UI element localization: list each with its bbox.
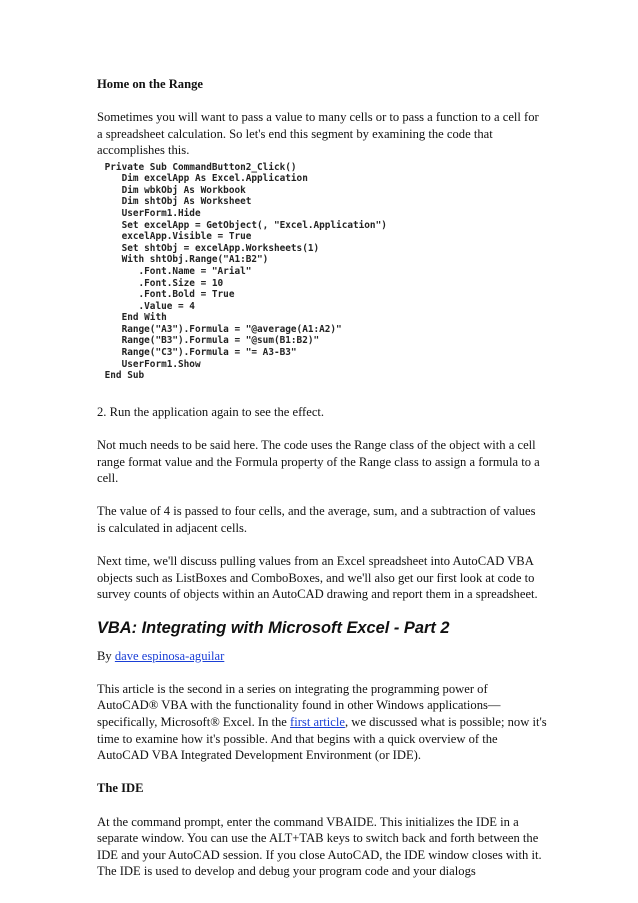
- byline: [97, 648, 547, 665]
- code-line: Set excelApp = GetObject(, "Excel.Application"): [99, 219, 387, 231]
- intro-text-before-link: This article is the second in a series on integrating the programming power of AutoCAD® VBA with the functionality found in other Windows applications—specifically, Microsoft® Excel. In the: [97, 681, 501, 729]
- section-heading-home-on-the-range: Home on the Range: [97, 77, 203, 91]
- intro-text-after-link: , we discussed what is possible; now it's time to examine how it's possible. And that begins with a quick overview of the AutoCAD VBA Integrated Development Environment (or IDE).: [97, 714, 547, 763]
- paragraph-range-class: Not much needs to be said here. The code uses the Range class of the object with a cell range format value and the Formula property of the Range class to assign a formula to a cell.: [97, 438, 540, 486]
- code-line: Range("B3").Formula = "@sum(B1:B2)": [99, 335, 320, 347]
- code-line: Dim shtObj As Worksheet: [99, 196, 252, 208]
- byline-prefix: By: [97, 648, 115, 663]
- vba-code-block: [99, 162, 547, 382]
- article-intro-paragraph: [97, 681, 547, 764]
- code-line: End With: [99, 312, 167, 324]
- code-line: .Value = 4: [99, 300, 195, 312]
- code-line: .Font.Bold = True: [99, 289, 235, 301]
- code-line: With shtObj.Range("A1:B2"): [99, 254, 269, 266]
- code-line: Private Sub CommandButton2_Click(): [99, 161, 297, 173]
- code-line: End Sub: [99, 370, 145, 382]
- intro-paragraph: Sometimes you will want to pass a value to many cells or to pass a function to a cell for a spreadsheet calculation. So let's end this segment by examining the code that accomplishes this.: [97, 110, 539, 158]
- code-line: Dim wbkObj As Workbook: [99, 184, 246, 196]
- code-line: Range("A3").Formula = "@average(A1:A2)": [99, 323, 342, 335]
- code-line: .Font.Name = "Arial": [99, 265, 252, 277]
- step-run-application: 2. Run the application again to see the effect.: [97, 404, 325, 419]
- code-line: Set shtObj = excelApp.Worksheets(1): [99, 242, 320, 254]
- paragraph-next-time: Next time, we'll discuss pulling values from an Excel spreadsheet into AutoCAD VBA objects such as ListBoxes and ComboBoxes, and we'll also get our first look at code to survey counts of objects within an AutoCAD drawing and report them in a spreadsheet.: [97, 554, 538, 602]
- code-line: excelApp.Visible = True: [99, 231, 252, 243]
- article-body: [97, 76, 547, 896]
- ide-paragraph: At the command prompt, enter the command VBAIDE. This initializes the IDE in a separate window. You can use the ALT+TAB keys to switch back and forth between the IDE and your AutoCAD session. If you close AutoCAD, the IDE window closes with it. The IDE is used to develop and debug your program code and your dialogs: [97, 814, 542, 879]
- first-article-link[interactable]: first article: [290, 714, 345, 729]
- author-link[interactable]: dave espinosa-aguilar: [114, 648, 225, 663]
- code-line: .Font.Size = 10: [99, 277, 224, 289]
- paragraph-value-passed: The value of 4 is passed to four cells, and the average, sum, and a subtraction of values is calculated in adjacent cells.: [97, 504, 536, 535]
- code-line: UserForm1.Hide: [99, 207, 201, 219]
- code-line: Range("C3").Formula = "= A3-B3": [99, 347, 297, 359]
- code-line: UserForm1.Show: [99, 358, 201, 370]
- article-title: VBA: Integrating with Microsoft Excel - Part 2: [97, 618, 450, 637]
- ide-heading: The IDE: [97, 781, 144, 796]
- code-line: Dim excelApp As Excel.Application: [99, 173, 308, 185]
